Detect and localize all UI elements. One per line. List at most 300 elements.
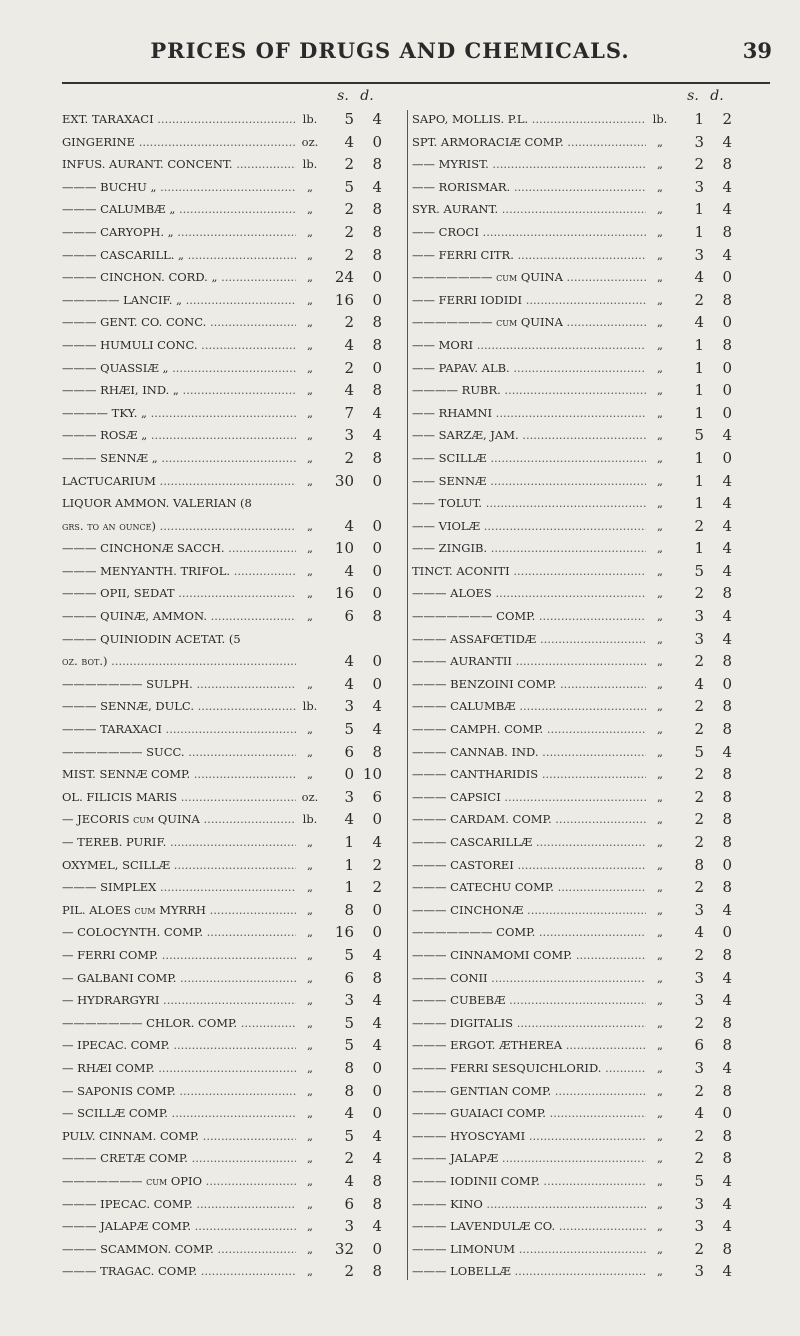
unit: „ — [657, 428, 663, 443]
pence: 8 — [722, 222, 732, 241]
unit: „ — [657, 631, 663, 646]
unit: „ — [307, 518, 313, 533]
pence: 4 — [722, 968, 732, 987]
drug-name: ——— FERRI SESQUICHLORID. ..... — [412, 1057, 646, 1080]
drug-name: ——— TRAGAC. COMP. ..... — [62, 1260, 296, 1283]
unit: „ — [657, 1151, 663, 1166]
shillings: 5 — [344, 945, 354, 964]
price-row — [62, 718, 407, 741]
drug-name: ——— CASTOREI ..... — [412, 854, 646, 877]
unit: „ — [657, 609, 663, 624]
pence: 8 — [722, 1149, 732, 1168]
unit: „ — [657, 722, 663, 737]
price-row — [412, 402, 757, 425]
pence: 4 — [722, 629, 732, 648]
unit: „ — [657, 292, 663, 307]
drug-name: ——— BUCHU „ ..... — [62, 176, 296, 199]
drug-name: OL. FILICIS MARIS ..... — [62, 786, 296, 809]
drug-name: ————— LANCIF. „ ..... — [62, 289, 296, 312]
pence: 2 — [722, 110, 732, 128]
price-row — [412, 176, 757, 199]
unit: „ — [657, 157, 663, 172]
price-row — [62, 1012, 407, 1035]
pence: 4 — [722, 900, 732, 919]
shillings: 4 — [344, 1104, 354, 1123]
price-row — [62, 402, 407, 425]
drug-name: ——— RHÆI, IND. „ ..... — [62, 379, 296, 402]
shillings: 2 — [694, 584, 704, 603]
pence: 0 — [372, 810, 382, 829]
drug-name: —— SARZÆ, JAM. ..... — [412, 424, 646, 447]
price-row — [412, 763, 757, 786]
unit: „ — [657, 1173, 663, 1188]
shillings: 32 — [334, 1239, 354, 1258]
price-row — [62, 989, 407, 1012]
pence: 0 — [722, 403, 732, 422]
shillings: 8 — [694, 855, 704, 874]
pence: 0 — [722, 674, 732, 693]
unit: „ — [657, 134, 663, 149]
price-row — [412, 244, 757, 267]
price-row — [62, 854, 407, 877]
shillings: 2 — [694, 787, 704, 806]
shillings: 3 — [344, 1217, 354, 1236]
pence: 8 — [722, 787, 732, 806]
drug-name: ——— KINO ..... — [412, 1193, 646, 1216]
pence: 2 — [372, 878, 382, 897]
price-row — [62, 560, 407, 583]
price-row — [62, 108, 407, 131]
unit: „ — [307, 970, 313, 985]
price-row — [62, 1125, 407, 1148]
unit: „ — [657, 789, 663, 804]
price-row — [62, 876, 407, 899]
shillings: 2 — [344, 200, 354, 219]
shillings: 4 — [344, 674, 354, 693]
price-row — [62, 289, 407, 312]
shillings: 1 — [694, 381, 704, 400]
price-row — [412, 1102, 757, 1125]
shillings: 4 — [694, 1104, 704, 1123]
shillings: 2 — [694, 810, 704, 829]
price-row — [412, 605, 757, 628]
pence: 4 — [722, 426, 732, 445]
pence: 0 — [372, 516, 382, 535]
pence: 8 — [372, 381, 382, 400]
pence: 8 — [722, 945, 732, 964]
shillings-heading: s. — [687, 88, 699, 104]
price-row — [62, 1034, 407, 1057]
pence: 4 — [722, 561, 732, 580]
unit: „ — [307, 1083, 313, 1098]
shillings: 6 — [344, 1194, 354, 1213]
unit: „ — [307, 292, 313, 307]
drug-name: ——— DIGITALIS ..... — [412, 1012, 646, 1035]
unit: „ — [307, 1060, 313, 1075]
pence: 0 — [372, 132, 382, 151]
unit: „ — [307, 179, 313, 194]
shillings: 1 — [344, 878, 354, 897]
shillings: 4 — [344, 381, 354, 400]
drug-name: —— FERRI IODIDI ..... — [412, 289, 646, 312]
shillings: 5 — [694, 742, 704, 761]
pence: 8 — [372, 968, 382, 987]
price-row — [62, 650, 407, 673]
shillings: 1 — [694, 110, 704, 128]
drug-name: ——— CALUMBÆ ..... — [412, 695, 646, 718]
price-row — [62, 899, 407, 922]
drug-name: ——— CONII ..... — [412, 967, 646, 990]
price-row — [412, 1238, 757, 1261]
price-row — [62, 741, 407, 764]
pence: 8 — [372, 222, 382, 241]
price-row — [62, 967, 407, 990]
price-row — [62, 605, 407, 628]
unit: „ — [657, 925, 663, 940]
unit: „ — [657, 993, 663, 1008]
unit: „ — [657, 1241, 663, 1256]
shillings-heading: s. — [337, 88, 349, 104]
unit: „ — [307, 880, 313, 895]
unit: „ — [657, 563, 663, 578]
drug-name: ——— ERGOT. ÆTHEREA ..... — [412, 1034, 646, 1057]
drug-name: ——— SENNÆ, DULC. ..... — [62, 695, 296, 718]
drug-name: TINCT. ACONITI ..... — [412, 560, 646, 583]
drug-name: ——— SENNÆ „ ..... — [62, 447, 296, 470]
price-row — [412, 131, 757, 154]
price-row — [412, 628, 757, 651]
drug-name: ——— SCAMMON. COMP. ..... — [62, 1238, 296, 1261]
pence: 4 — [372, 1217, 382, 1236]
shillings: 5 — [694, 1171, 704, 1190]
pence: 4 — [372, 833, 382, 851]
drug-name: ——— ROSÆ „ ..... — [62, 424, 296, 447]
price-row — [62, 1215, 407, 1238]
drug-name: ——— IPECAC. COMP. ..... — [62, 1193, 296, 1216]
price-row — [412, 1193, 757, 1216]
drug-name: ——————— SULPH. ..... — [62, 673, 296, 696]
drug-name: ——— CAPSICI ..... — [412, 786, 646, 809]
unit: „ — [657, 947, 663, 962]
shillings: 4 — [344, 335, 354, 354]
shillings: 1 — [694, 358, 704, 377]
price-row — [62, 198, 407, 221]
price-list-right — [412, 108, 757, 1283]
unit: „ — [657, 835, 663, 849]
unit: oz. — [301, 134, 319, 149]
shillings: 8 — [344, 900, 354, 919]
price-row — [412, 289, 757, 312]
price-row — [412, 447, 757, 470]
shillings: 6 — [344, 968, 354, 987]
price-row — [62, 921, 407, 944]
pence: 4 — [372, 1036, 382, 1055]
price-row — [412, 786, 757, 809]
pence: 8 — [372, 1171, 382, 1190]
drug-name: GINGERINE ..... — [62, 131, 296, 154]
shillings: 3 — [344, 426, 354, 445]
price-row — [412, 673, 757, 696]
shillings: 2 — [694, 945, 704, 964]
pence: 4 — [722, 494, 732, 513]
pence-heading: d. — [360, 88, 374, 104]
shillings: 1 — [694, 200, 704, 219]
drug-name: ——— CARYOPH. „ ..... — [62, 221, 296, 244]
price-row — [412, 921, 757, 944]
drug-name: — GALBANI COMP. ..... — [62, 967, 296, 990]
unit: „ — [657, 699, 663, 714]
pence: 4 — [722, 471, 732, 490]
unit: „ — [307, 202, 313, 217]
unit: „ — [307, 360, 313, 375]
pence: 0 — [372, 1081, 382, 1100]
unit: „ — [307, 224, 313, 239]
pence: 0 — [372, 471, 382, 490]
pence: 0 — [722, 313, 732, 332]
column-head — [412, 88, 757, 108]
price-row — [412, 379, 757, 402]
drug-name: SAPO, MOLLIS. P.L. ..... — [412, 108, 646, 131]
unit: „ — [657, 1038, 663, 1053]
drug-name: ———— RUBR. ..... — [412, 379, 646, 402]
pence: 0 — [372, 900, 382, 919]
pence: 0 — [722, 855, 732, 874]
shillings: 2 — [694, 720, 704, 739]
shillings: 2 — [694, 1126, 704, 1145]
pence: 8 — [372, 313, 382, 332]
shillings: 3 — [694, 968, 704, 987]
unit: „ — [657, 1264, 663, 1279]
price-row — [412, 470, 757, 493]
price-row — [62, 944, 407, 967]
drug-name: —— RHAMNI ..... — [412, 402, 646, 425]
unit: „ — [657, 518, 663, 533]
price-row — [62, 1057, 407, 1080]
drug-name: ——————— COMP. ..... — [412, 605, 646, 628]
shillings: 3 — [694, 1217, 704, 1236]
header-rule — [62, 82, 770, 84]
unit: „ — [657, 405, 663, 420]
pence: 4 — [372, 426, 382, 445]
drug-name: ——— LOBELLÆ ..... — [412, 1260, 646, 1283]
drug-name: ——— CINCHONÆ SACCH. ..... — [62, 537, 296, 560]
pence: 0 — [722, 923, 732, 942]
shillings: 3 — [694, 245, 704, 264]
price-row — [62, 131, 407, 154]
page-title: PRICES OF DRUGS AND CHEMICALS. — [150, 38, 630, 63]
pence: 8 — [722, 1036, 732, 1055]
pence: 4 — [722, 245, 732, 264]
pence: 8 — [372, 1194, 382, 1213]
price-row — [412, 108, 757, 131]
price-row — [62, 1080, 407, 1103]
drug-name: —— MORI ..... — [412, 334, 646, 357]
price-row — [412, 560, 757, 583]
pence: 8 — [722, 1013, 732, 1032]
unit: „ — [657, 496, 663, 511]
pence: 8 — [722, 155, 732, 174]
pence: 0 — [722, 448, 732, 467]
unit: lb. — [302, 112, 318, 126]
shillings: 2 — [344, 1262, 354, 1281]
drug-name: —— FERRI CITR. ..... — [412, 244, 646, 267]
unit: „ — [657, 315, 663, 330]
unit: „ — [657, 857, 663, 872]
unit: oz. — [301, 789, 319, 804]
drug-name: —— ZINGIB. ..... — [412, 537, 646, 560]
pence: 4 — [722, 991, 732, 1010]
price-row — [62, 424, 407, 447]
drug-name: — JECORIS cum QUINA ..... — [62, 808, 296, 831]
page-number: 39 — [742, 38, 772, 63]
drug-name: —— SENNÆ ..... — [412, 470, 646, 493]
shillings: 1 — [694, 494, 704, 513]
unit: lb. — [652, 112, 668, 126]
unit: „ — [307, 405, 313, 420]
price-row — [412, 695, 757, 718]
unit: „ — [657, 902, 663, 917]
price-row — [62, 1238, 407, 1261]
pence: 0 — [372, 561, 382, 580]
pence: 4 — [722, 539, 732, 558]
shillings: 1 — [694, 335, 704, 354]
drug-name: ——— LIMONUM ..... — [412, 1238, 646, 1261]
pence: 0 — [372, 652, 382, 671]
pence: 8 — [372, 200, 382, 219]
unit: „ — [307, 1241, 313, 1256]
shillings: 1 — [694, 448, 704, 467]
shillings: 3 — [694, 1262, 704, 1281]
price-row — [62, 582, 407, 605]
pence: 0 — [372, 1058, 382, 1077]
unit: „ — [657, 270, 663, 285]
unit: „ — [657, 744, 663, 759]
shillings: 5 — [344, 110, 354, 128]
pence: 8 — [722, 584, 732, 603]
price-row — [62, 786, 407, 809]
price-row — [412, 1057, 757, 1080]
pence: 10 — [362, 765, 382, 784]
drug-name: ——— CANTHARIDIS ..... — [412, 763, 646, 786]
shillings: 3 — [694, 900, 704, 919]
shillings: 4 — [344, 652, 354, 671]
unit: „ — [307, 1264, 313, 1279]
shillings: 4 — [344, 810, 354, 829]
shillings: 2 — [694, 878, 704, 897]
price-row — [412, 741, 757, 764]
unit: „ — [657, 1015, 663, 1030]
price-row — [62, 831, 407, 854]
shillings: 3 — [694, 991, 704, 1010]
drug-name: INFUS. AURANT. CONCENT. ..... — [62, 153, 296, 176]
shillings: 2 — [694, 516, 704, 535]
price-row — [62, 1170, 407, 1193]
drug-name: ——————— cum QUINA ..... — [412, 266, 646, 289]
price-row — [62, 153, 407, 176]
unit: „ — [307, 1151, 313, 1166]
unit: „ — [657, 1128, 663, 1143]
shillings: 2 — [344, 313, 354, 332]
price-row — [412, 582, 757, 605]
drug-name: ——— CANNAB. IND. ..... — [412, 741, 646, 764]
drug-name: PULV. CINNAM. COMP. ..... — [62, 1125, 296, 1148]
shillings: 1 — [694, 539, 704, 558]
shillings: 1 — [344, 855, 354, 874]
drug-name: —— RORISMAR. ..... — [412, 176, 646, 199]
pence: 0 — [722, 358, 732, 377]
pence: 0 — [372, 539, 382, 558]
shillings: 5 — [344, 1126, 354, 1145]
shillings: 7 — [344, 403, 354, 422]
shillings: 2 — [694, 1239, 704, 1258]
pence: 4 — [722, 1171, 732, 1190]
drug-name: ——————— cum QUINA ..... — [412, 311, 646, 334]
unit: „ — [307, 337, 313, 352]
shillings: 2 — [694, 765, 704, 784]
drug-name: ——— GUAIACI COMP. ..... — [412, 1102, 646, 1125]
drug-name: ——— QUINÆ, AMMON. ..... — [62, 605, 296, 628]
shillings: 16 — [334, 923, 354, 942]
shillings: 4 — [344, 132, 354, 151]
drug-name: grs. to an ounce) ..... — [62, 515, 296, 538]
price-row — [412, 221, 757, 244]
price-row — [62, 379, 407, 402]
price-row — [412, 831, 757, 854]
price-row — [412, 357, 757, 380]
unit: „ — [657, 224, 663, 239]
drug-name: ——————— cum OPIO ..... — [62, 1170, 296, 1193]
unit: „ — [657, 1083, 663, 1098]
shillings: 2 — [344, 448, 354, 467]
shillings: 16 — [334, 584, 354, 603]
drug-name: — RHÆI COMP. ..... — [62, 1057, 296, 1080]
unit: „ — [307, 857, 313, 872]
shillings: 24 — [334, 268, 354, 287]
drug-name: EXT. TARAXACI ..... — [62, 108, 296, 131]
pence: 8 — [372, 607, 382, 626]
pence: 4 — [372, 1149, 382, 1168]
unit: „ — [307, 609, 313, 624]
drug-name: ——— CARDAM. COMP. ..... — [412, 808, 646, 831]
unit: „ — [307, 722, 313, 737]
unit: „ — [307, 586, 313, 601]
drug-name: ——— HUMULI CONC. ..... — [62, 334, 296, 357]
shillings: 30 — [334, 471, 354, 490]
drug-name: ——— ASSAFŒTIDÆ ..... — [412, 628, 646, 651]
unit: „ — [307, 744, 313, 759]
pence: 4 — [372, 110, 382, 128]
unit: „ — [657, 676, 663, 691]
price-row — [62, 492, 407, 515]
shillings: 2 — [344, 222, 354, 241]
drug-name: — TEREB. PURIF. ..... — [62, 831, 296, 854]
unit: „ — [657, 1060, 663, 1075]
pence: 4 — [722, 200, 732, 219]
unit: „ — [657, 654, 663, 669]
shillings: 5 — [694, 426, 704, 445]
pence: 4 — [372, 991, 382, 1010]
unit: „ — [657, 970, 663, 985]
price-row — [412, 424, 757, 447]
shillings: 16 — [334, 290, 354, 309]
drug-name: ——————— COMP. ..... — [412, 921, 646, 944]
shillings: 2 — [694, 1013, 704, 1032]
shillings: 8 — [344, 1058, 354, 1077]
shillings: 3 — [694, 132, 704, 151]
shillings: 1 — [694, 471, 704, 490]
pence: 8 — [372, 245, 382, 264]
price-row — [62, 763, 407, 786]
